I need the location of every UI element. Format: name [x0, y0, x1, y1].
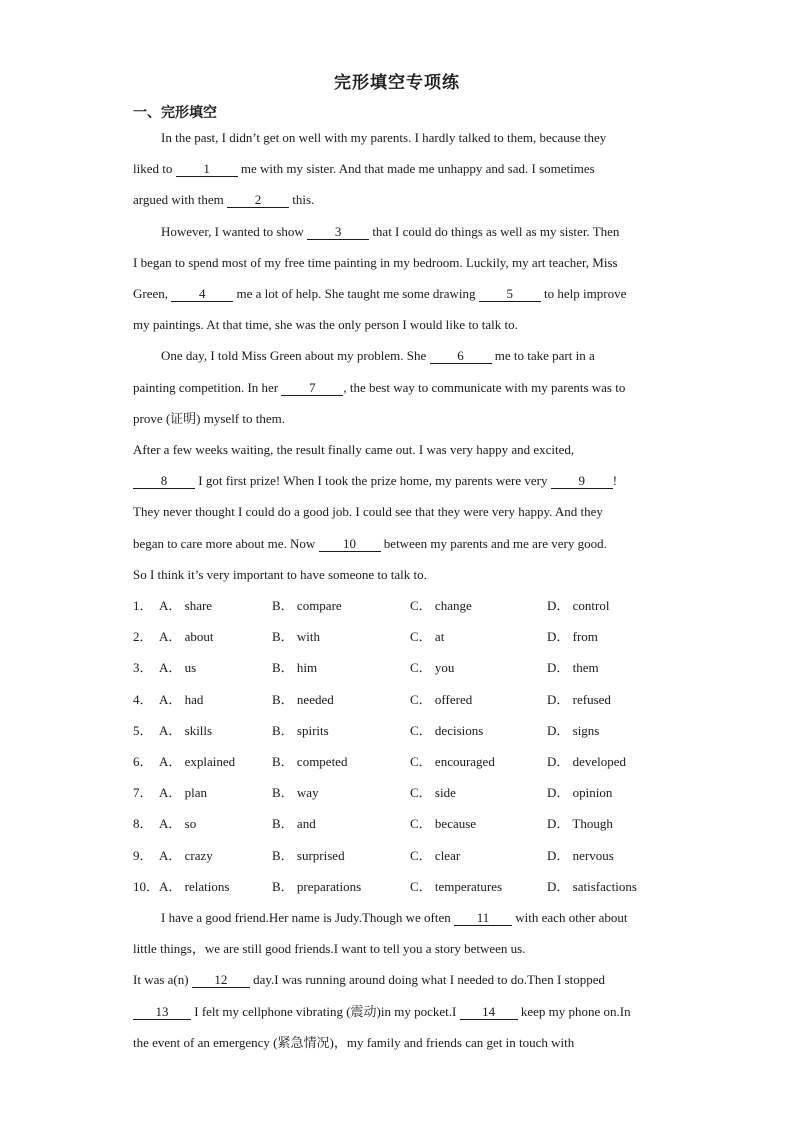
- question-number: 7．: [133, 785, 153, 800]
- option-row: [133, 847, 673, 865]
- answer-blank: 6: [430, 348, 492, 364]
- option-d: D． opinion: [547, 785, 613, 800]
- passage-line: Green, 4 me a lot of help. She taught me some drawing 5 to help improve: [133, 286, 627, 301]
- option-d: D． satisfactions: [547, 879, 637, 894]
- question-number: 6．: [133, 754, 153, 769]
- option-b: B． way: [272, 785, 319, 800]
- option-a: A． crazy: [159, 848, 213, 863]
- question-number: 10．: [133, 879, 160, 894]
- option-c: C． decisions: [410, 723, 484, 738]
- passage-line: I have a good friend.Her name is Judy.Though we often 11 with each other about: [161, 910, 628, 925]
- answer-blank: 4: [171, 286, 233, 302]
- option-a: A． about: [159, 629, 214, 644]
- passage-line: began to care more about me. Now 10 between my parents and me are very good.: [133, 536, 607, 551]
- option-b: B． competed: [272, 754, 348, 769]
- option-a: A． share: [159, 598, 213, 613]
- passage-line: the event of an emergency (紧急情况)，my family and friends can get in touch with: [133, 1035, 575, 1050]
- passage-line: One day, I told Miss Green about my problem. She 6 me to take part in a: [161, 348, 595, 363]
- option-d: D． them: [547, 660, 599, 675]
- option-b: B． compare: [272, 598, 342, 613]
- answer-blank: 8: [133, 473, 195, 489]
- option-c: C． temperatures: [410, 879, 503, 894]
- answer-blank: 5: [479, 286, 541, 302]
- option-c: C． encouraged: [410, 754, 495, 769]
- option-c: C． at: [410, 629, 445, 644]
- option-a: A． us: [159, 660, 197, 675]
- answer-blank: 11: [454, 910, 512, 926]
- option-c: C． because: [410, 816, 477, 831]
- option-c: C． you: [410, 660, 455, 675]
- option-d: D． signs: [547, 723, 600, 738]
- passage-line: little things，we are still good friends.I want to tell you a story between us.: [133, 941, 526, 956]
- answer-blank: 3: [307, 224, 369, 240]
- option-a: A． skills: [159, 723, 213, 738]
- option-b: B． needed: [272, 692, 334, 707]
- answer-blank: 14: [460, 1004, 518, 1020]
- passage-line: 8 I got first prize! When I took the prize home, my parents were very 9 !: [133, 472, 663, 490]
- passage-line: I began to spend most of my free time painting in my bedroom. Luckily, my art teacher, Miss: [133, 255, 618, 270]
- answer-blank: 12: [192, 972, 250, 988]
- option-a: A． relations: [159, 879, 230, 894]
- option-b: B． surprised: [272, 848, 345, 863]
- question-number: 9．: [133, 848, 153, 863]
- option-d: D． nervous: [547, 848, 614, 863]
- option-b: B． and: [272, 816, 316, 831]
- passage-line: However, I wanted to show 3 that I could do things as well as my sister. Then: [161, 224, 620, 239]
- answer-blank: 1: [176, 161, 238, 177]
- answer-blank: 13: [133, 1004, 191, 1020]
- option-a: A． plan: [159, 785, 208, 800]
- answer-blank: 7: [281, 380, 343, 396]
- passage-line: prove (证明) myself to them.: [133, 411, 285, 426]
- answer-blank: 10: [319, 536, 381, 552]
- option-row: [133, 784, 673, 802]
- option-d: D． from: [547, 629, 598, 644]
- option-d: D． Though: [547, 816, 613, 831]
- option-d: D． control: [547, 598, 610, 613]
- question-number: 8．: [133, 816, 153, 831]
- question-number: 5．: [133, 723, 153, 738]
- answer-blank: 9: [551, 473, 613, 489]
- option-row: [133, 597, 673, 615]
- section-heading: 一、完形填空: [133, 105, 217, 121]
- option-row: [133, 753, 673, 771]
- passage-line: 13 I felt my cellphone vibrating (震动)in my pocket.I 14 keep my phone on.In: [133, 1003, 663, 1021]
- option-c: C． offered: [410, 692, 473, 707]
- option-row: [133, 691, 673, 709]
- option-c: C． side: [410, 785, 456, 800]
- passage-line: argued with them 2 this.: [133, 192, 315, 207]
- passage-line: After a few weeks waiting, the result finally came out. I was very happy and excited,: [133, 442, 575, 457]
- option-a: A． had: [159, 692, 204, 707]
- option-row: [133, 722, 673, 740]
- question-number: 2．: [133, 629, 153, 644]
- option-b: B． spirits: [272, 723, 329, 738]
- answer-blank: 2: [227, 192, 289, 208]
- option-c: C． clear: [410, 848, 461, 863]
- option-row: [133, 815, 673, 833]
- page-title: 完形填空专项练: [334, 73, 460, 93]
- passage-line: So I think it’s very important to have someone to talk to.: [133, 567, 427, 582]
- passage-line: It was a(n) 12 day.I was running around doing what I needed to do.Then I stopped: [133, 972, 605, 987]
- option-b: B． with: [272, 629, 321, 644]
- option-c: C． change: [410, 598, 472, 613]
- option-d: D． refused: [547, 692, 611, 707]
- option-row: [133, 878, 673, 896]
- passage-line: They never thought I could do a good job. I could see that they were very happy. And they: [133, 504, 603, 519]
- option-b: B． him: [272, 660, 318, 675]
- passage-line: In the past, I didn’t get on well with my parents. I hardly talked to them, because they: [161, 130, 607, 145]
- question-number: 1．: [133, 598, 153, 613]
- option-b: B． preparations: [272, 879, 362, 894]
- question-number: 4．: [133, 692, 153, 707]
- option-a: A． explained: [159, 754, 236, 769]
- option-a: A． so: [159, 816, 197, 831]
- question-number: 3．: [133, 660, 153, 675]
- option-d: D． developed: [547, 754, 627, 769]
- passage-line: liked to 1 me with my sister. And that made me unhappy and sad. I sometimes: [133, 161, 595, 176]
- option-row: [133, 659, 673, 677]
- passage-line: painting competition. In her 7 , the best way to communicate with my parents was to: [133, 380, 626, 395]
- passage-line: my paintings. At that time, she was the only person I would like to talk to.: [133, 317, 518, 332]
- option-row: [133, 628, 673, 646]
